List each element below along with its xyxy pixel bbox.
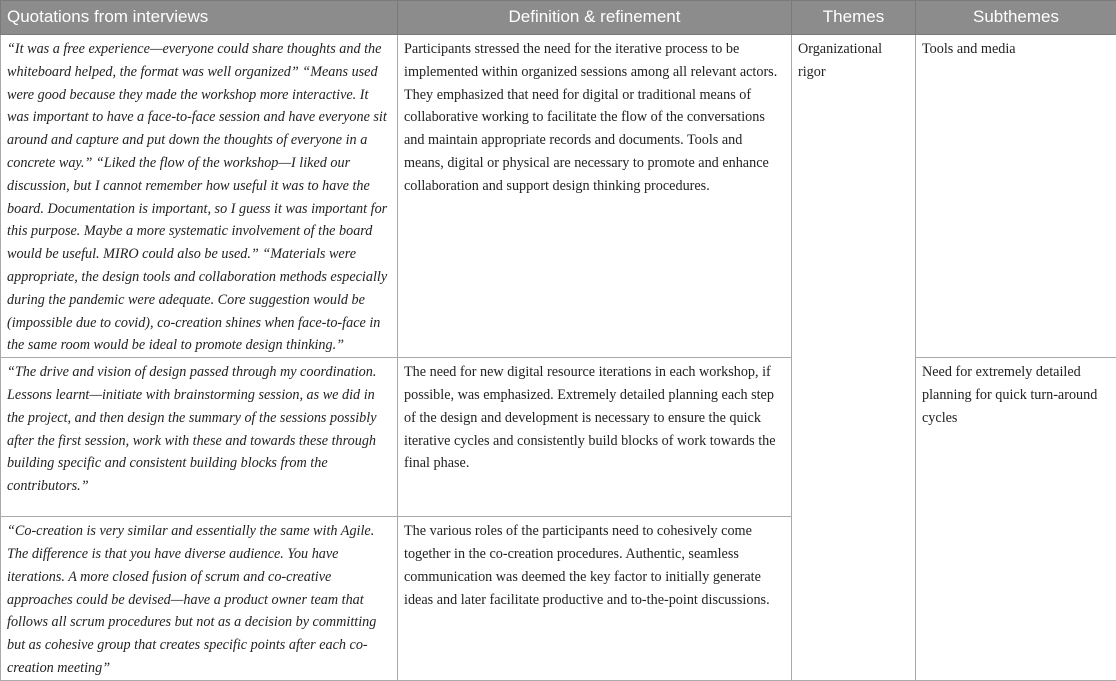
header-row bbox=[1, 1, 1116, 35]
subtheme-cell: Tools and media bbox=[916, 35, 1116, 358]
definition-cell: Participants stressed the need for the iterative process to be implemented within organized sessions among all relevant actors. They emphasized that need for digital or traditional means of collaborative working to facilitate the flow of the conversations and maintain appropriate records and documents. Tools and means, digital or physical are necessary to promote and enhance collaboration and support design thinking procedures. bbox=[398, 35, 792, 358]
table-row bbox=[1, 358, 1116, 517]
header-subthemes: Subthemes bbox=[916, 1, 1116, 35]
header-quotations: Quotations from interviews bbox=[1, 1, 398, 35]
definition-cell: The various roles of the participants need to cohesively come together in the co-creation procedures. Authentic, seamless communication was deemed the key factor to initially generate ideas and later facilitate productive and to-the-point discussions. bbox=[398, 517, 792, 681]
table-row bbox=[1, 35, 1116, 358]
header-definition: Definition & refinement bbox=[398, 1, 792, 35]
header-themes: Themes bbox=[792, 1, 916, 35]
quotation-cell: “It was a free experience—everyone could share thoughts and the whiteboard helped, the format was well organized” “Means used were good because they made the workshop more interactive. It was important to have a face-to-face session and have everyone sit around and capture and put down the thoughts of everyone in a concrete way.” “Liked the flow of the workshop—I liked our discussion, but I cannot remember how useful it was to have the board. Documentation is important, so I guess it was important for this purpose. Maybe a more systematic involvement of the board would be useful. MIRO could also be used.” “Materials were appropriate, the design tools and collaboration methods especially during the pandemic were adequate. Core suggestion would be (impossible due to covid), co-creation shines when face-to-face in the same room would be ideal to promote design thinking.” bbox=[1, 35, 398, 358]
definition-cell: The need for new digital resource iterations in each workshop, if possible, was emphasized. Extremely detailed planning each step of the design and development is necessary to ensure the quick iterative cycles and consistently build blocks of work towards the final phase. bbox=[398, 358, 792, 517]
theme-cell: Organizational rigor bbox=[792, 35, 916, 681]
quotation-cell: “The drive and vision of design passed through my coordination. Lessons learnt—initiate with brainstorming session, as we did in the project, and then design the summary of the sessions possibly after the first session, work with these and towards these through building specific and consistent building blocks from the contributors.” bbox=[1, 358, 398, 517]
quotation-cell: “Co-creation is very similar and essentially the same with Agile. The difference is that you have diverse audience. You have iterations. A more closed fusion of scrum and co-creative approaches could be devised—have a product owner team that follows all scrum procedures but not as a decision by committing but as cohesive group that creates specific points after each co-creation meeting” bbox=[1, 517, 398, 681]
subtheme-cell: Need for extremely detailed planning for quick turn-around cycles bbox=[916, 358, 1116, 681]
